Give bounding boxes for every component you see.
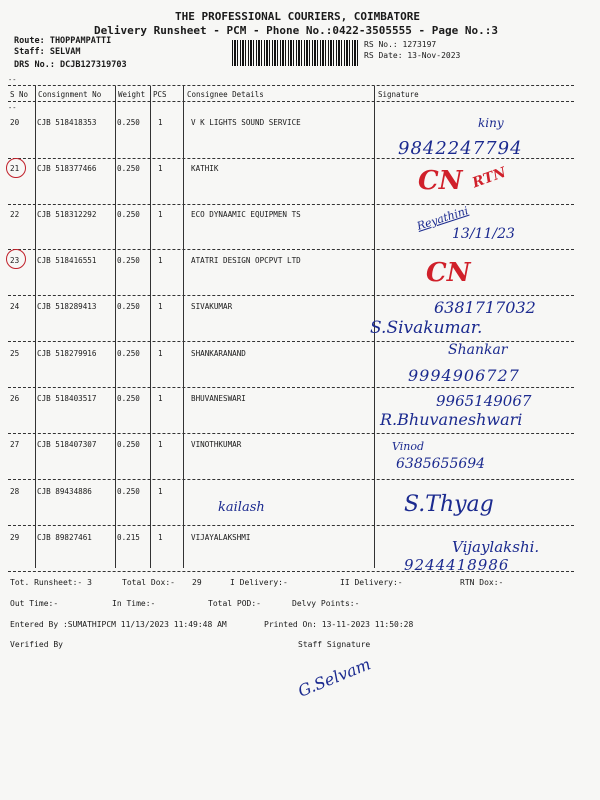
barcode <box>232 40 358 66</box>
out-time: Out Time:- <box>10 599 59 608</box>
row-sno: 24 <box>10 302 20 311</box>
row-divider <box>8 387 574 388</box>
row-consignment: CJB 518377466 <box>37 164 97 173</box>
r26-signature: R.Bhuvaneshwari <box>380 410 523 429</box>
col-sno: S No <box>10 90 29 99</box>
row-consignee: BHUVANESWARI <box>191 394 246 403</box>
r20-signature: kiny <box>478 116 504 130</box>
row-consignment: CJB 518418353 <box>37 118 97 127</box>
entered-by: Entered By :SUMATHIPCM 11/13/2023 11:49:48 AM <box>10 620 227 629</box>
row-weight: 0.250 <box>117 118 140 127</box>
row-divider <box>8 204 574 205</box>
staff-signature-label: Staff Signature <box>298 640 371 649</box>
tot-runsheet: Tot. Runsheet:- 3 <box>10 578 92 587</box>
row-consignment: CJB 89434886 <box>37 487 92 496</box>
row-sno: 22 <box>10 210 20 219</box>
rs-number: RS No.: 1273197 <box>364 40 437 49</box>
header-dash-mark-2: -- <box>8 104 17 112</box>
row-consignment: CJB 518403517 <box>37 394 97 403</box>
row-weight: 0.215 <box>117 533 140 542</box>
r21-rtn-mark: RTN <box>470 164 509 192</box>
row-consignment: CJB 518289413 <box>37 302 97 311</box>
r23-cn-mark: CN <box>426 258 471 288</box>
rs-date: RS Date: 13-Nov-2023 <box>364 51 461 60</box>
row-consignee: ECO DYNAAMIC EQUIPMEN TS <box>191 210 301 219</box>
row-consignee: VIJAYALAKSHMI <box>191 533 251 542</box>
row-consignment: CJB 518407307 <box>37 440 97 449</box>
header-bottom-divider <box>8 101 574 102</box>
row-pcs: 1 <box>158 440 163 449</box>
col-weight: Weight <box>118 90 146 99</box>
row-consignment: CJB 518279916 <box>37 349 97 358</box>
row-sno: 29 <box>10 533 20 542</box>
verified-by: Verified By <box>10 640 63 649</box>
company-name: THE PROFESSIONAL COURIERS, COIMBATORE <box>175 10 421 23</box>
row-consignee: SHANKARANAND <box>191 349 246 358</box>
row-weight: 0.250 <box>117 256 140 265</box>
row-pcs: 1 <box>158 302 163 311</box>
r27-signature: Vinod <box>392 440 425 453</box>
row-consignment: CJB 518416551 <box>37 256 97 265</box>
printed-on: Printed On: 13-11-2023 11:50:28 <box>264 620 414 629</box>
total-pod: Total POD:- <box>208 599 261 608</box>
r28-signature-2: S.Thyag <box>404 492 494 517</box>
row-pcs: 1 <box>158 394 163 403</box>
row-pcs: 1 <box>158 118 163 127</box>
staff-label: Staff: SELVAM <box>14 47 81 57</box>
row-sno: 25 <box>10 349 20 358</box>
r29-signature: Vijaylakshi. <box>452 538 540 556</box>
r24-signature: S.Sivakumar. <box>370 318 483 338</box>
r27-phone: 6385655694 <box>396 456 486 472</box>
i-delivery: I Delivery:- <box>230 578 288 587</box>
r25-signature: Shankar <box>448 342 508 358</box>
r25-phone: 9994906727 <box>408 366 520 385</box>
r22-date: 13/11/23 <box>452 226 515 242</box>
r24-phone: 6381717032 <box>434 298 536 317</box>
row-weight: 0.250 <box>117 394 140 403</box>
row-weight: 0.250 <box>117 487 140 496</box>
row-weight: 0.250 <box>117 302 140 311</box>
col-consignment: Consignment No <box>38 90 102 99</box>
route-label: Route: THOPPAMPATTI <box>14 36 112 46</box>
row-pcs: 1 <box>158 487 163 496</box>
col-pcs: PCS <box>153 90 167 99</box>
row-weight: 0.250 <box>117 440 140 449</box>
row-pcs: 1 <box>158 349 163 358</box>
rtn-dox: RTN Dox:- <box>460 578 504 587</box>
row-consignee: V K LIGHTS SOUND SERVICE <box>191 118 301 127</box>
row-sno: 20 <box>10 118 20 127</box>
row-consignee: VINOTHKUMAR <box>191 440 242 449</box>
row-consignment: CJB 89827461 <box>37 533 92 542</box>
row-sno: 21 <box>10 164 20 173</box>
total-dox-label: Total Dox:- <box>122 578 175 587</box>
row-weight: 0.250 <box>117 349 140 358</box>
row-sno: 26 <box>10 394 20 403</box>
col-consignee: Consignee Details <box>187 90 264 99</box>
row-pcs: 1 <box>158 256 163 265</box>
row-weight: 0.250 <box>117 164 140 173</box>
row-sno: 27 <box>10 440 20 449</box>
r28-signature: kailash <box>218 500 265 515</box>
row-divider <box>8 295 574 296</box>
runsheet-title: Delivery Runsheet - PCM - Phone No.:0422-3505555 - Page No.:3 <box>94 24 498 37</box>
r29-phone: 9244418986 <box>404 556 510 574</box>
row-divider <box>8 249 574 250</box>
r26-phone: 9965149067 <box>436 392 532 410</box>
row-consignee: SIVAKUMAR <box>191 302 233 311</box>
in-time: In Time:- <box>112 599 156 608</box>
row-consignment: CJB 518312292 <box>37 210 97 219</box>
header-top-divider <box>8 85 574 86</box>
r22-signature: Reyathini <box>415 204 470 233</box>
delvy-points: Delvy Points:- <box>292 599 360 608</box>
col-signature: Signature <box>378 90 419 99</box>
staff-handwritten-signature: G.Selvam <box>295 654 374 701</box>
row-divider <box>8 525 574 526</box>
row-sno: 28 <box>10 487 20 496</box>
row-pcs: 1 <box>158 210 163 219</box>
row-divider <box>8 433 574 434</box>
r20-phone: 9842247794 <box>398 138 523 159</box>
header-dash-mark: -- <box>8 76 17 84</box>
row-consignee: KATHIK <box>191 164 219 173</box>
r21-cn-mark: CN <box>418 166 463 196</box>
row-consignee: ATATRI DESIGN OPCPVT LTD <box>191 256 301 265</box>
drs-number: DRS No.: DCJB127319703 <box>14 60 127 70</box>
row-pcs: 1 <box>158 533 163 542</box>
row-pcs: 1 <box>158 164 163 173</box>
total-dox-value: 29 <box>192 578 202 587</box>
row-divider <box>8 479 574 480</box>
row-weight: 0.250 <box>117 210 140 219</box>
ii-delivery: II Delivery:- <box>340 578 403 587</box>
row-sno: 23 <box>10 256 20 265</box>
